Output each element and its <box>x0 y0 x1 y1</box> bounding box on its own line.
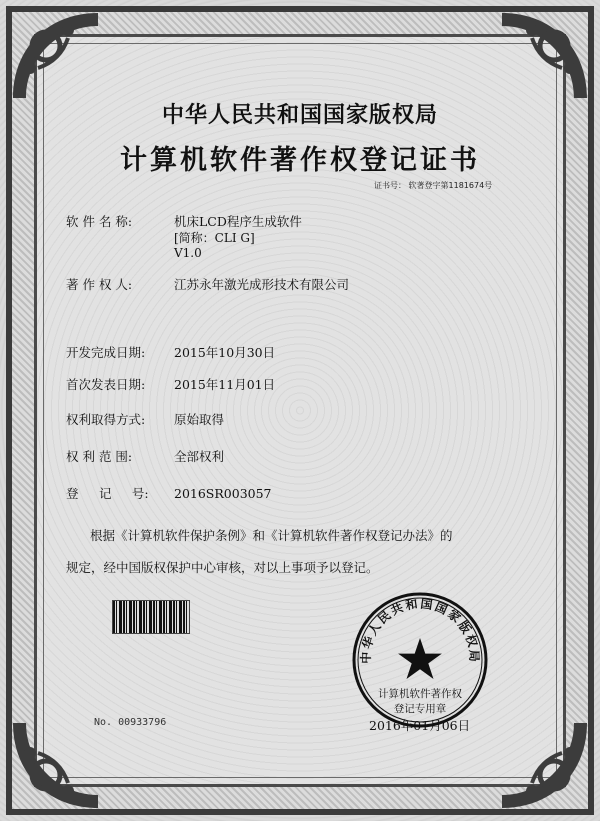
acquire-method-value: 原始取得 <box>174 412 225 427</box>
certificate-title: 计算机软件著作权登记证书 <box>120 145 480 176</box>
acquire-method-row <box>66 410 224 428</box>
legal-basis-line-2: 规定，经中国版权保护中心审核，对以上事项予以登记。 <box>66 560 379 575</box>
registration-no-value: 2016SR003057 <box>174 486 272 501</box>
issue-date: 2016年01月06日 <box>369 718 471 733</box>
registration-no-label: 登 记 号: <box>66 486 149 501</box>
copyright-owner-label: 著 作 权 人: <box>66 277 133 292</box>
rights-scope-value: 全部权利 <box>174 449 225 464</box>
software-name-value: 机床LCD程序生成软件 <box>174 214 302 229</box>
first-publish-row <box>66 375 275 393</box>
seal-text-line-2: 登记专用章 <box>393 703 447 715</box>
star-icon <box>398 638 442 679</box>
legal-basis-line-1: 根据《计算机软件保护条例》和《计算机软件著作权登记办法》的 <box>90 528 453 543</box>
dev-completion-row <box>66 343 275 361</box>
first-publish-value: 2015年11月01日 <box>174 377 276 392</box>
software-name-row <box>66 212 302 230</box>
first-publish-label: 首次发表日期: <box>66 377 146 392</box>
certificate-number: 证书号： 软著登字第1181674号 <box>374 181 493 190</box>
acquire-method-label: 权利取得方式: <box>66 412 146 427</box>
legal-basis-text <box>66 520 546 584</box>
barcode <box>112 600 190 634</box>
software-name-label: 软 件 名 称: <box>66 214 133 229</box>
short-name: [简称：CLI G] <box>174 231 255 245</box>
corner-ornament-icon <box>8 8 103 103</box>
copyright-owner-row <box>66 275 349 293</box>
rights-scope-row <box>66 447 224 465</box>
dev-completion-label: 开发完成日期: <box>66 345 146 360</box>
dev-completion-value: 2015年10月30日 <box>174 345 276 360</box>
registration-no-row <box>66 484 272 502</box>
serial-number: No. 00933796 <box>94 717 167 728</box>
corner-ornament-icon <box>497 8 592 103</box>
corner-ornament-icon <box>8 718 103 813</box>
seal-text-line-1: 计算机软件著作权 <box>378 688 462 700</box>
issuer-title: 中华人民共和国国家版权局 <box>161 102 438 128</box>
seal-ring-text: 中华人民共和国国家版权局 <box>358 596 482 664</box>
rights-scope-label: 权 利 范 围: <box>66 449 133 464</box>
corner-ornament-icon <box>497 718 592 813</box>
copyright-owner-value: 江苏永年激光成形技术有限公司 <box>174 277 350 292</box>
version: V1.0 <box>174 246 202 260</box>
